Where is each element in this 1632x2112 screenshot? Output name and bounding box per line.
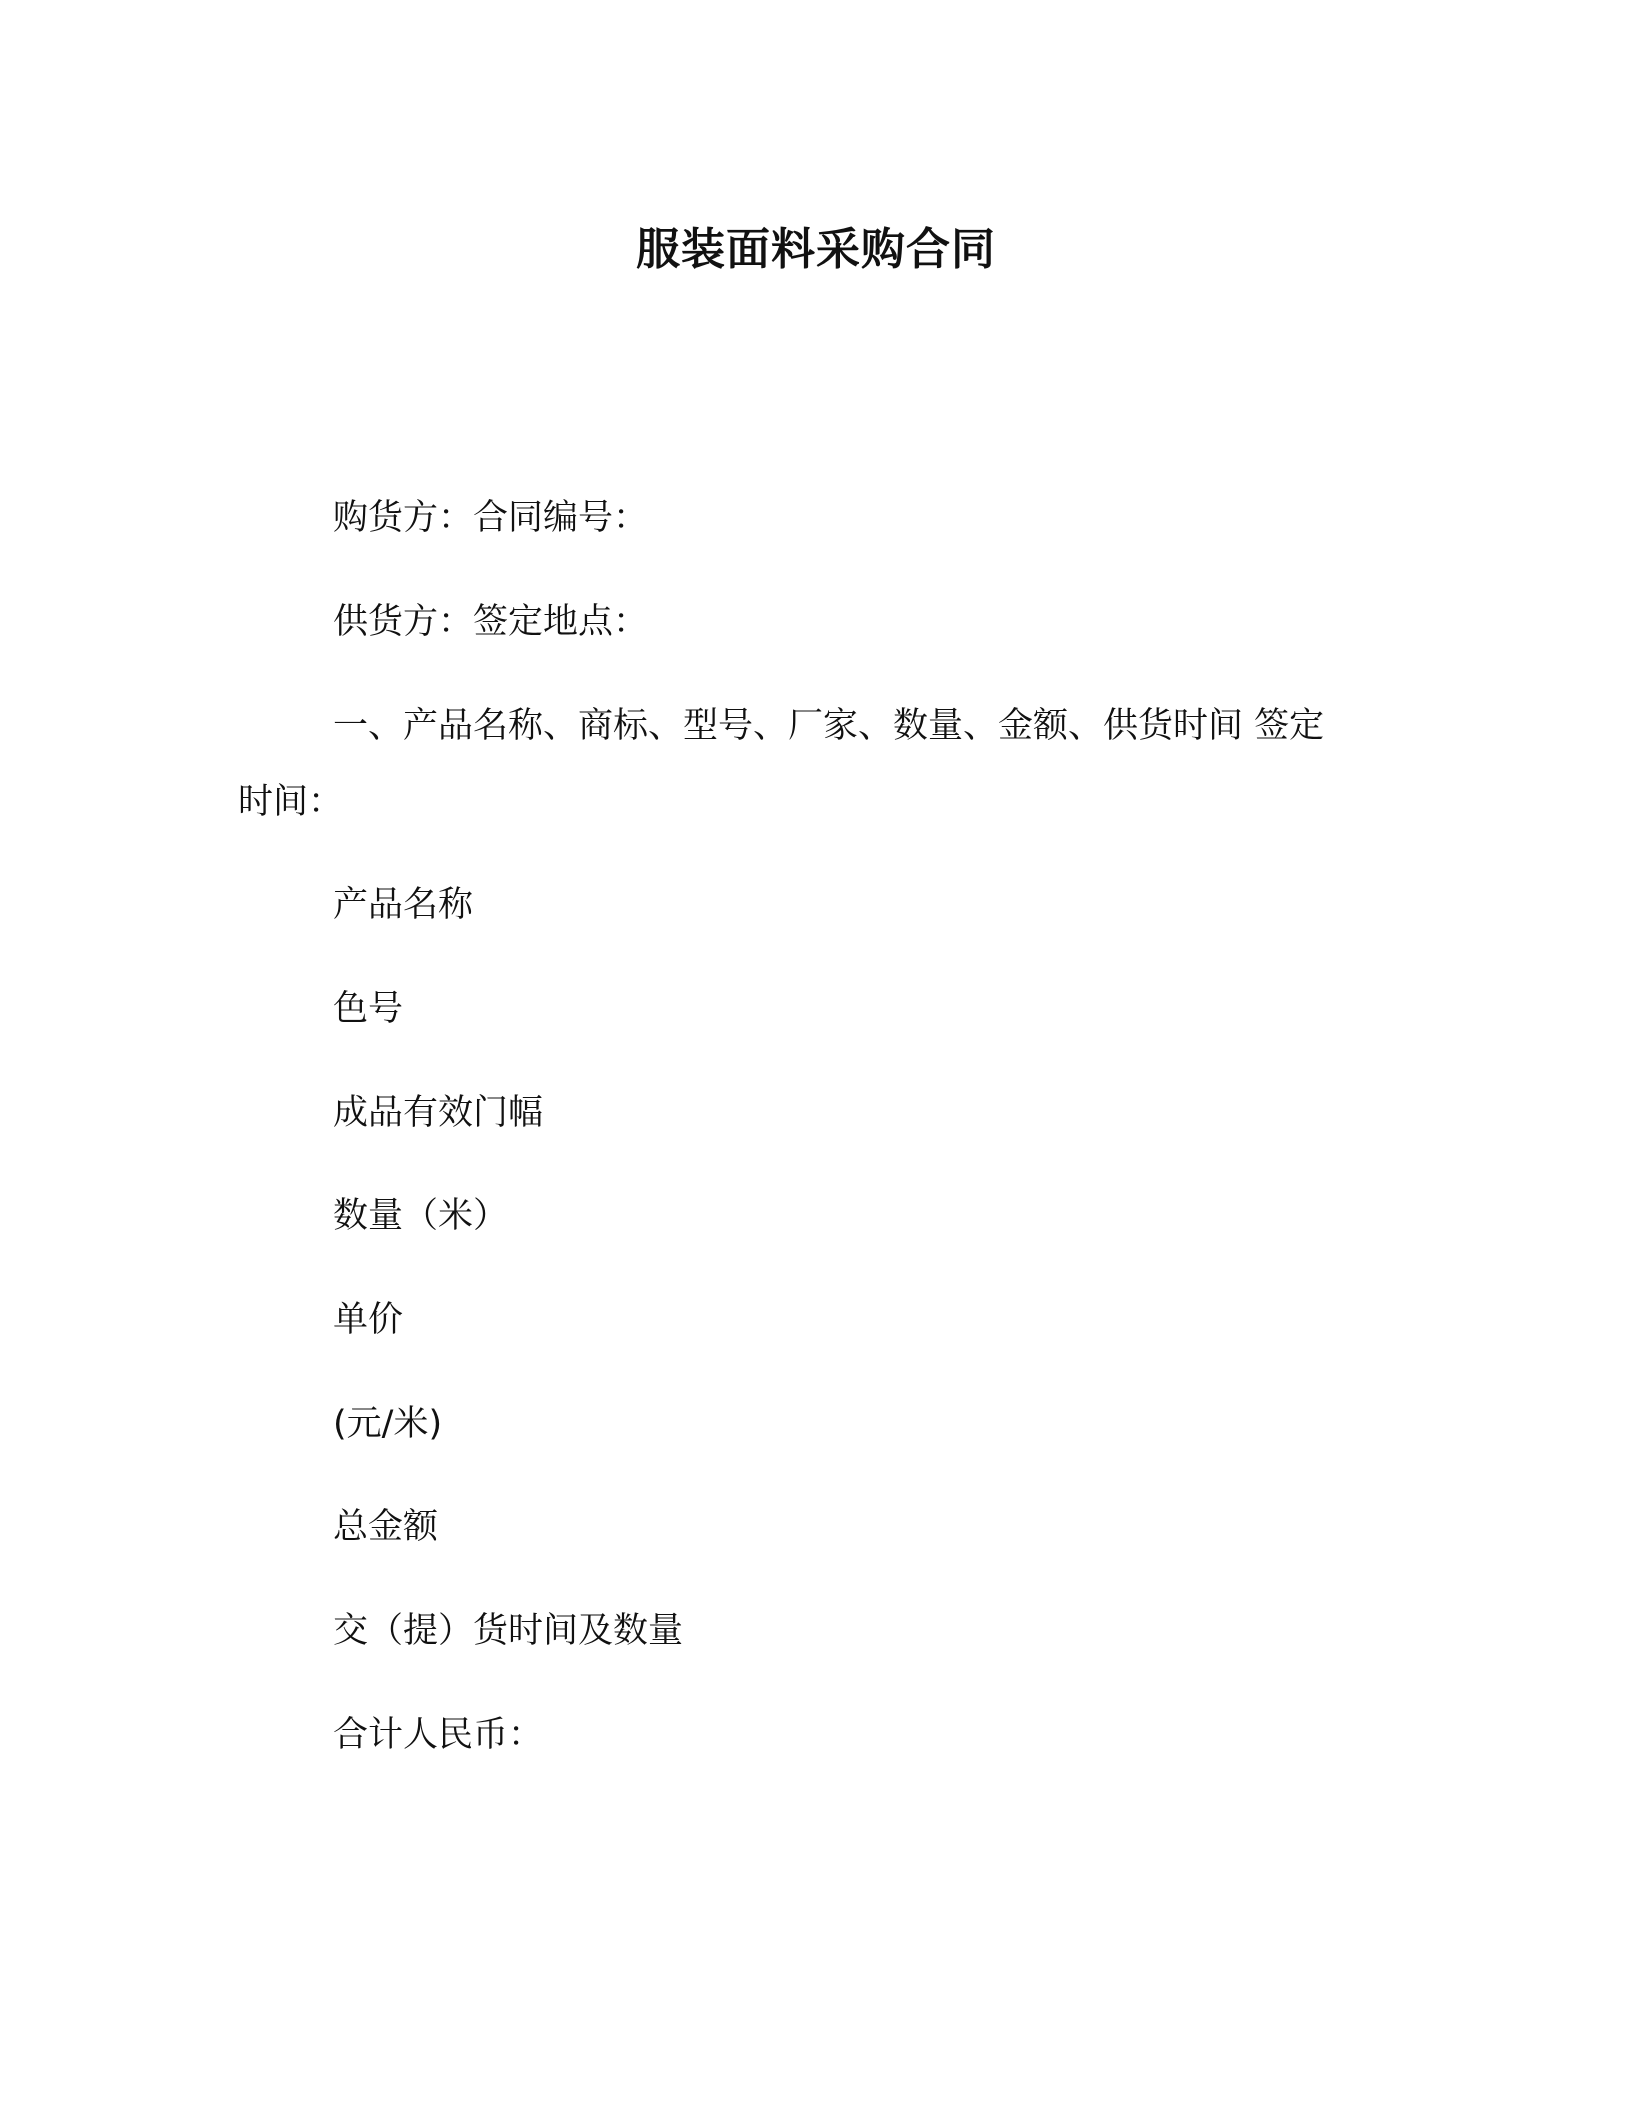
section-one-heading: 一、产品名称、商标、型号、厂家、数量、金额、供货时间 签定 [333,706,1325,746]
supplier-sign-place-line: 供货方：签定地点： [333,602,649,642]
field-unit-price-unit: (元/米) [333,1404,443,1444]
page-title: 服装面料采购合同 [636,224,996,275]
field-quantity: 数量（米） [333,1196,509,1236]
field-unit-price: 单价 [333,1300,404,1340]
field-delivery-time-quantity: 交（提）货时间及数量 [333,1611,684,1651]
field-product-name: 产品名称 [333,885,474,925]
field-color-number: 色号 [333,989,404,1029]
buyer-contract-no-line: 购货方：合同编号： [333,498,649,538]
section-one-heading-continued: 时间： [238,782,344,822]
field-total-amount: 总金额 [333,1507,439,1547]
field-effective-width: 成品有效门幅 [333,1093,544,1133]
field-total-rmb: 合计人民币： [333,1715,544,1755]
